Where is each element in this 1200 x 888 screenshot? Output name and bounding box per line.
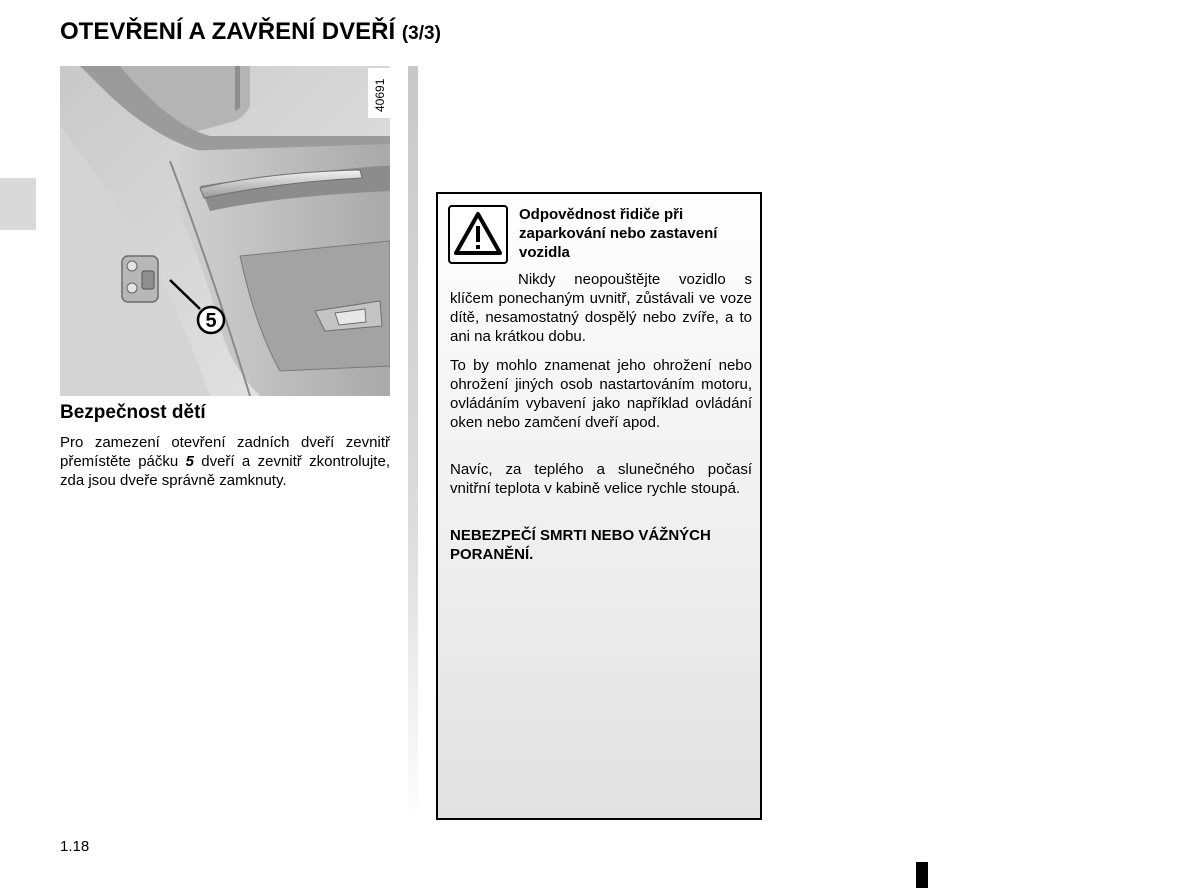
- callout-label: 5: [205, 310, 217, 332]
- warning-box: [436, 192, 762, 820]
- page-title: [60, 18, 441, 46]
- child-safety-text-after: dveří a zevnitř zkontrolujte, zda jsou dveře správně zamknuty.: [60, 453, 390, 489]
- lever-reference: 5: [185, 453, 194, 470]
- warning-title: Odpovědnost řidiče při zaparkování nebo zastavení vozidla: [519, 206, 718, 261]
- corner-mark: [916, 862, 928, 888]
- warning-paragraph-3: Navíc, za teplého a slunečného počasí vnitřní teplota v kabině velice rychle stoupá.: [450, 461, 752, 497]
- page-number: 1.18: [60, 838, 90, 855]
- warning-triangle-icon: [448, 205, 508, 264]
- door-lock-illustration: [60, 66, 390, 396]
- child-safety-text: [60, 433, 390, 490]
- child-safety-heading: Bezpečnost dětí: [60, 402, 206, 423]
- image-code: 40691: [373, 78, 387, 112]
- title-part: (3/3): [401, 23, 441, 44]
- rear-door-child-lock-drawing: [60, 66, 390, 396]
- title-text: OTEVŘENÍ A ZAVŘENÍ DVEŘÍ: [60, 18, 396, 45]
- chapter-tab-marker: [0, 178, 36, 230]
- warning-paragraph-4: NEBEZPEČÍ SMRTI NEBO VÁŽNÝCH PORANĚNÍ.: [450, 527, 711, 563]
- warning-paragraph-1: Nikdy neopouštějte vozidlo s klíčem ponechaným uvnitř, zůstávali ve voze dítě, nesamostatný dospělý nebo zvíře, a to ani na krátkou dobu.: [450, 271, 752, 345]
- child-safety-text-before: Pro zamezení otevření zadních dveří zevnitř přemístěte páčku: [60, 434, 390, 470]
- column-divider: [408, 66, 418, 826]
- warning-paragraph-2: To by mohlo znamenat jeho ohrožení nebo ohrožení jiných osob nastartováním motoru, ovládáním vybavení jako například ovládání oken nebo zamčení dveří apod.: [450, 357, 752, 431]
